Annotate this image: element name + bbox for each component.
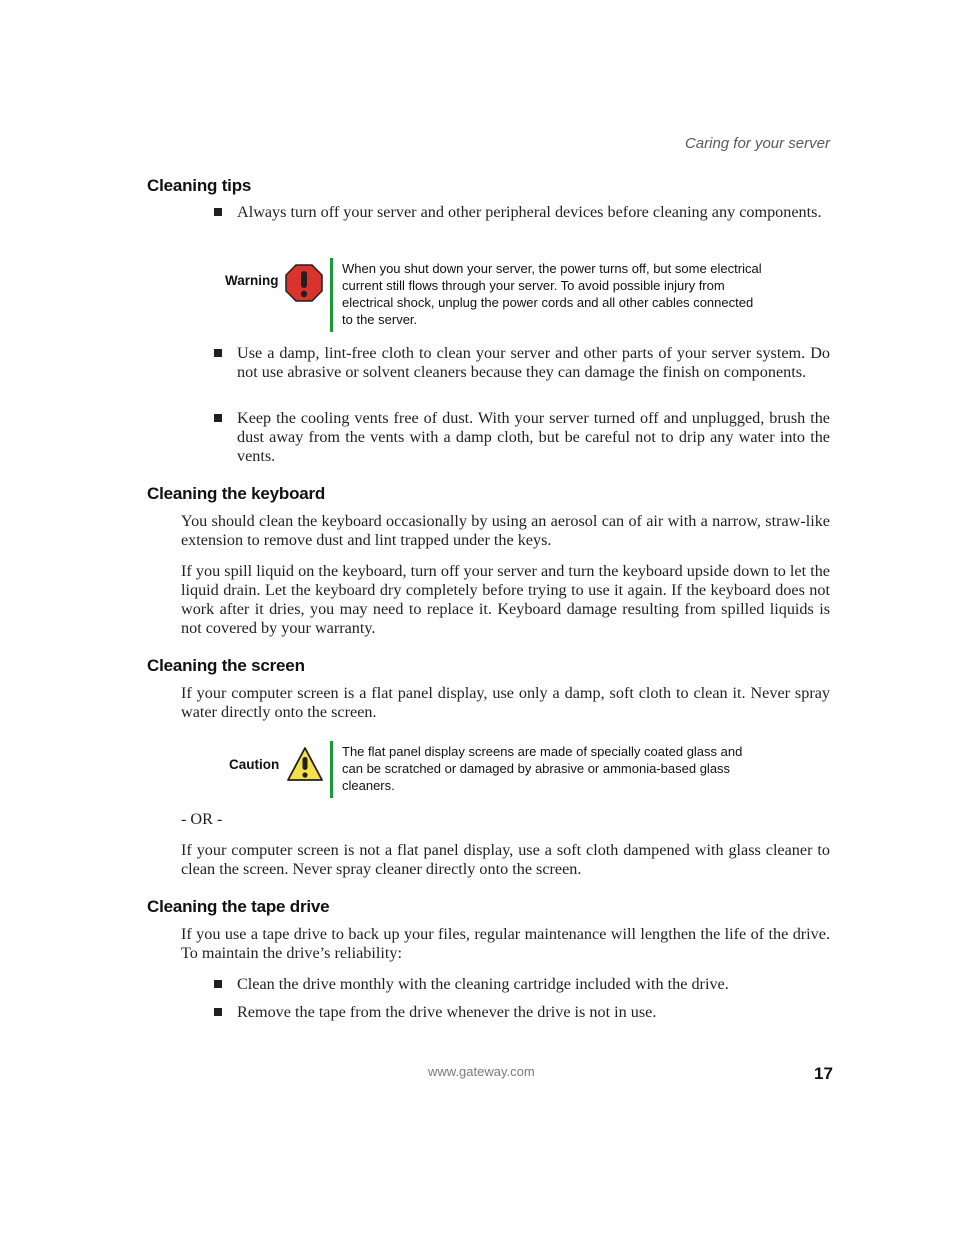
heading-cleaning-screen: Cleaning the screen	[147, 656, 305, 675]
heading-cleaning-tape-drive: Cleaning the tape drive	[147, 897, 330, 916]
list-item-text: Clean the drive monthly with the cleaning cartridge included with the drive.	[237, 975, 729, 993]
warning-text: When you shut down your server, the power turns off, but some electrical current still flows through your server. To avoid possible injury from electrical shock, unplug the power cords and all other cables connected to the server.	[342, 261, 762, 327]
paragraph: You should clean the keyboard occasionally by using an aerosol can of air with a narrow, straw-like extension to remove dust and lint trapped under the keys.	[181, 512, 830, 549]
heading-cleaning-tips: Cleaning tips	[147, 176, 252, 195]
footer-url: www.gateway.com	[428, 1064, 535, 1079]
exclamation-octagon-icon	[285, 264, 323, 307]
paragraph: If you spill liquid on the keyboard, turn off your server and turn the keyboard upside down to let the liquid drain. Let the keyboard dry completely before trying to use it again. If the keyboard does not work after it dries, you may need to replace it. Keyboard damage resulting from spilled liquids is not covered by your warranty.	[181, 562, 830, 637]
bullet-marker	[214, 349, 222, 357]
heading-cleaning-keyboard: Cleaning the keyboard	[147, 484, 326, 503]
warning-label: Warning	[225, 273, 279, 288]
list-item-text: Remove the tape from the drive whenever the drive is not in use.	[237, 1003, 657, 1021]
running-head: Caring for your server	[684, 135, 830, 152]
paragraph: If you use a tape drive to back up your files, regular maintenance will lengthen the life of the drive. To maintain the drive’s reliability:	[181, 925, 830, 962]
list-item-text: Use a damp, lint-free cloth to clean your server and other parts of your server system. Do not use abrasive or solvent cleaners because they can damage the finish on components.	[237, 344, 830, 381]
list-item	[214, 1003, 830, 1022]
caution-label: Caution	[229, 757, 280, 772]
warning-triangle-icon	[286, 746, 324, 787]
caution-text: The flat panel display screens are made of specially coated glass and can be scratched or damaged by abrasive or ammonia-based glass cleaners.	[342, 744, 743, 793]
callout-divider	[330, 741, 333, 798]
callout-divider	[330, 258, 333, 332]
list-item	[214, 344, 830, 382]
list-item	[214, 975, 830, 994]
list-item-text: Keep the cooling vents free of dust. With your server turned off and unplugged, brush the dust away from the vents with a damp cloth, but be careful not to drip any water into the vents.	[237, 409, 830, 465]
list-item	[214, 409, 830, 466]
bullet-marker	[214, 1008, 222, 1016]
list-item-text: Always turn off your server and other peripheral devices before cleaning any components.	[237, 203, 822, 221]
list-item	[214, 203, 830, 222]
paragraph: If your computer screen is a flat panel display, use only a damp, soft cloth to clean it. Never spray water directly onto the screen.	[181, 684, 830, 721]
bullet-marker	[214, 980, 222, 988]
bullet-marker	[214, 414, 222, 422]
paragraph: If your computer screen is not a flat panel display, use a soft cloth dampened with glass cleaner to clean the screen. Never spray cleaner directly onto the screen.	[181, 841, 830, 878]
page-number: 17	[814, 1064, 833, 1083]
bullet-marker	[214, 208, 222, 216]
or-separator: - OR -	[181, 810, 223, 828]
